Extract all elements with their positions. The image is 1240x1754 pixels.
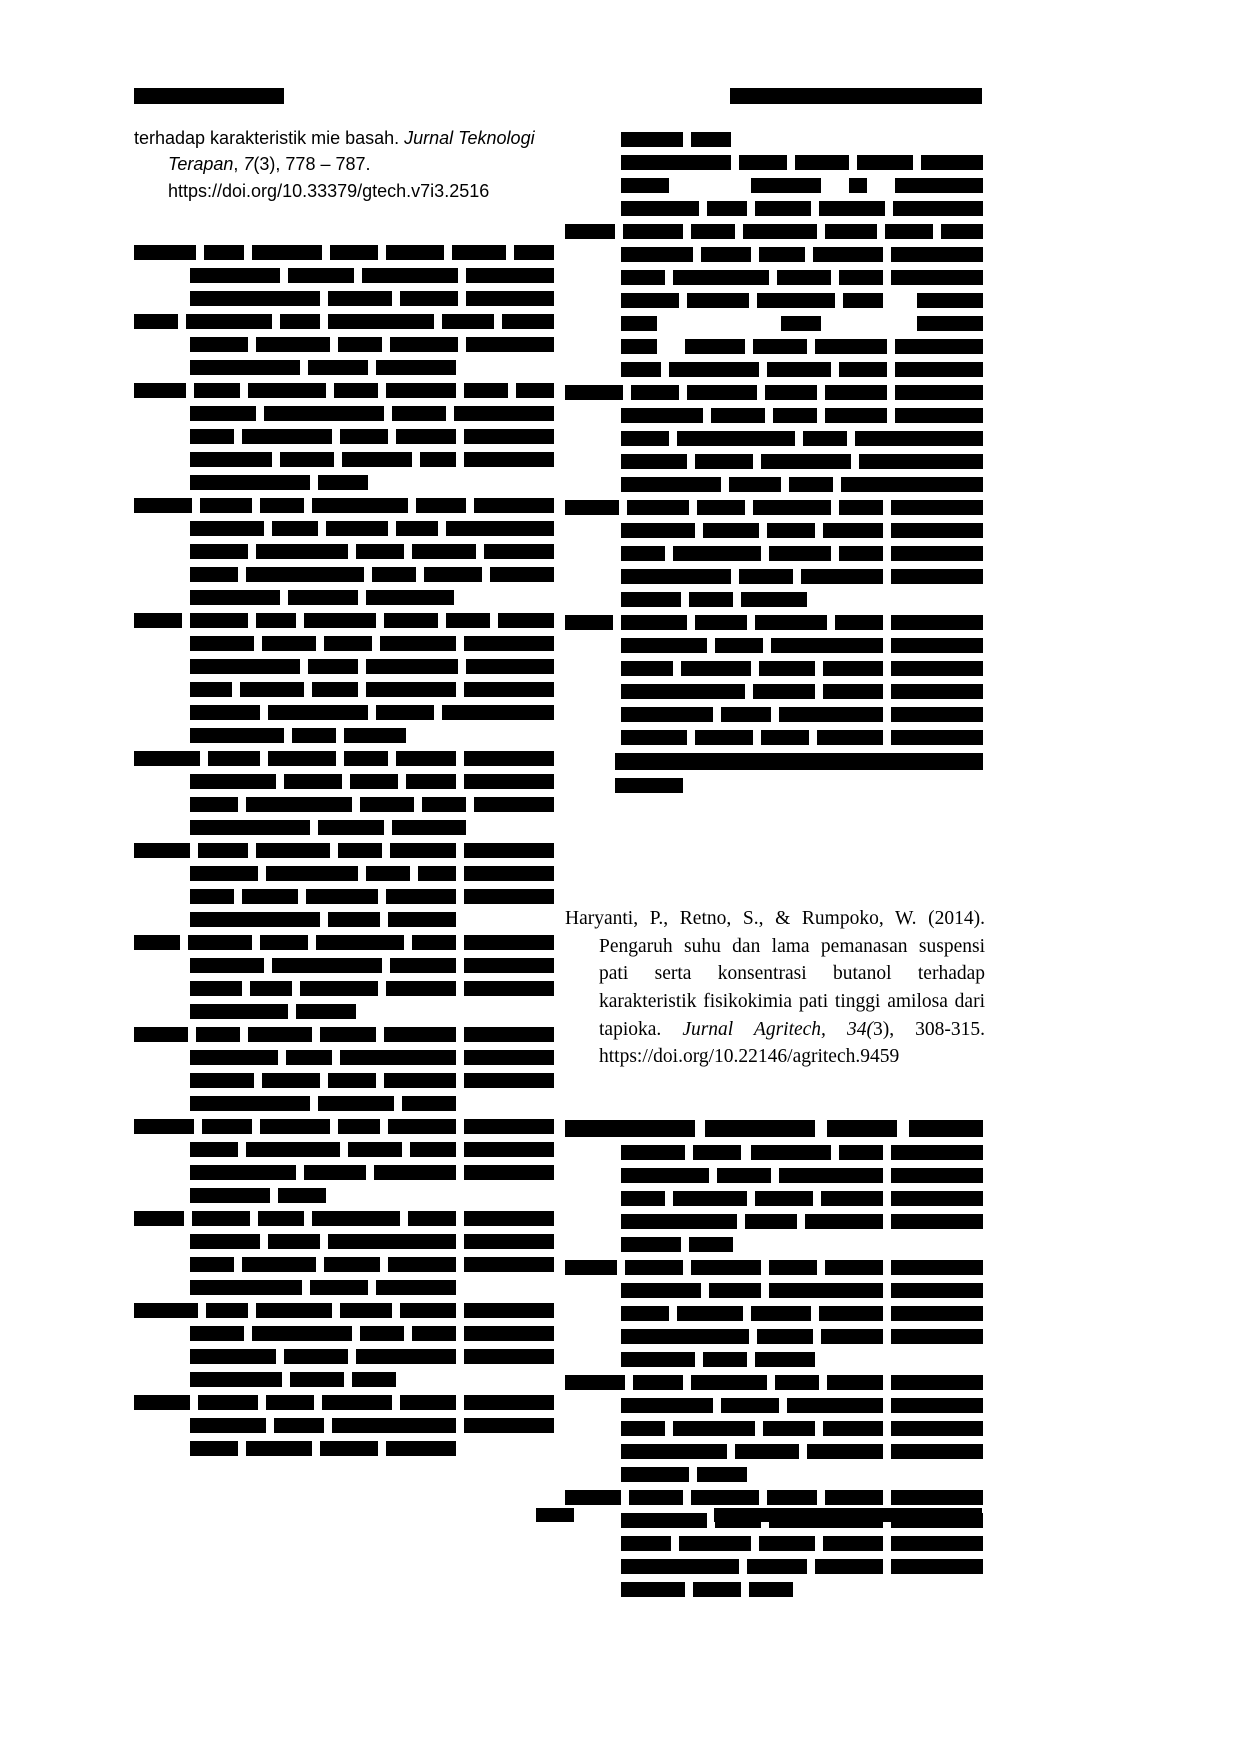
right-column-redacted-text-bottom (565, 1120, 985, 1605)
reference-text-part: (3), 778 – 787. https://doi.org/10.33379/gtech.v7i3.2516 (168, 154, 490, 201)
footer-right-redaction-bar (714, 1508, 982, 1522)
reference-authors: Haryanti, P., Retno, S., & Rumpoko, W. (2014). Pengaruh suhu dan lama pemanasan suspensi pati serta konsentrasi butanol terhadap karakteristik fisikokimia pati tinggi amilosa dari tapioka. (565, 908, 985, 1040)
reference-item (134, 125, 554, 204)
reference-text-part: , (233, 154, 244, 175)
header-left-redaction-bar (134, 88, 284, 104)
reference-volume: 7 (243, 154, 254, 175)
reference-pages: 308-315. https://doi.org/10.22146/agritech.9459 (599, 1018, 985, 1068)
reference-item (565, 905, 985, 1071)
header-right-redaction-bar (730, 88, 982, 104)
reference-text-part: terhadap karakteristik mie basah. (134, 128, 400, 148)
left-column (134, 125, 554, 204)
reference-journal-name: Jurnal Agritech, 34( (682, 1018, 873, 1040)
reference-journal-name: Jurnal Teknologi Terapan (168, 128, 535, 175)
reference-text-part: 3), (872, 1018, 916, 1040)
right-column (565, 905, 985, 1071)
right-column-redacted-text-top (565, 132, 985, 801)
footer-page-number-bar (536, 1508, 574, 1522)
left-column-redacted-text (134, 245, 554, 1464)
